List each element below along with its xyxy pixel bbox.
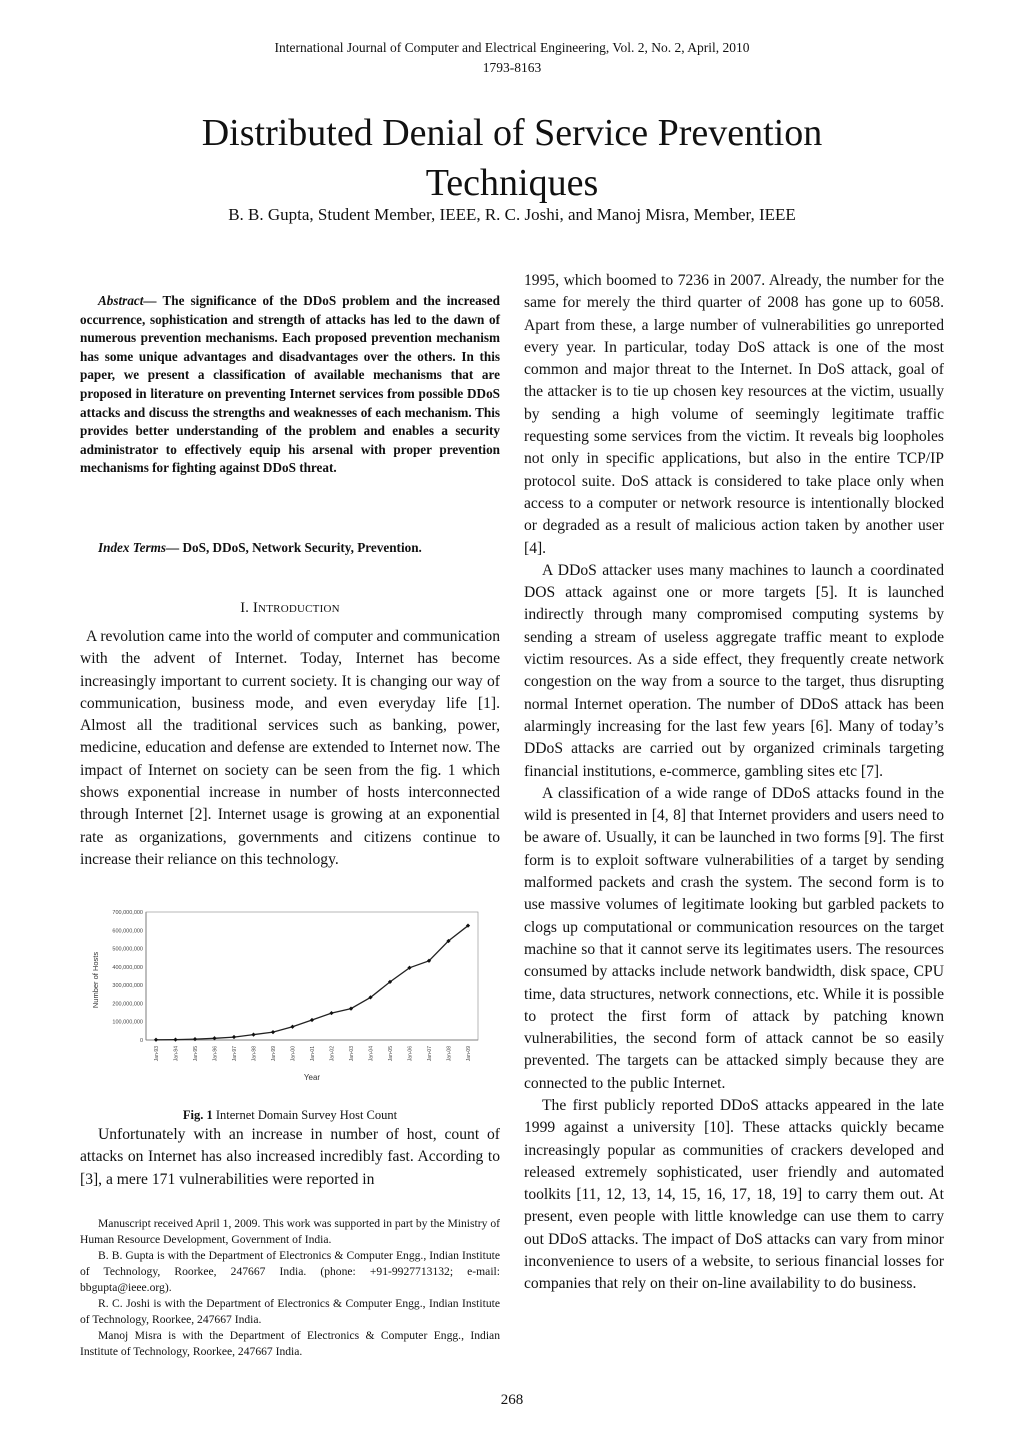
x-tick-label: Jan-05 xyxy=(388,1046,394,1062)
figure-caption-text: Internet Domain Survey Host Count xyxy=(212,1108,398,1122)
abstract-text: The significance of the DDoS problem and the increased occurrence, sophistication and strength of attacks has led to the dawn of numerous prevention mechanisms. Each proposed prevention mechanism has some unique advantages and disadvantages over the others. In this paper, we present a classification of available mechanisms that are proposed in literature on preventing Internet services from possible DDoS attacks and discuss the strengths and weaknesses of each mechanism. This provides better understanding of the problem and enables a security administrator to effectively equip his arsenal with proper prevention mechanisms for fighting against DDoS threat. xyxy=(80,293,500,476)
y-tick-label: 700,000,000 xyxy=(112,910,143,916)
page-number: 268 xyxy=(500,1392,524,1408)
footnote-author-misra: Manoj Misra is with the Department of Electronics & Computer Engg., Indian Institute of Technology, Roorkee, 247667 India. xyxy=(80,1329,500,1358)
x-tick-label: Jan-00 xyxy=(290,1046,297,1062)
footnote-manuscript: Manuscript received April 1, 2009. This work was supported in part by the Ministry of Human Resource Development, Government of India. xyxy=(80,1217,500,1246)
right-paragraph-3: A classification of a wide range of DDoS attacks found in the wild is presented in [4, 8] that Internet providers and users need to be aware of. Usually, it can be launched in two forms [9]. The first form is to exploit software vulnerabilities of a target by sending malformed packets and crash the system. The second form is to use massive volumes of legitimate looking but garbled packets to clogs up computational or communication resources on the target machine so that it cannot serve its legitimates users. The resources consumed by attacks include network bandwidth, disk space, CPU time, data structures, network connections, etc. While it is possible to protect the first form of attack by patching known vulnerabilities, the second form of attack cannot be so easily prevented. The targets can be attacked simply because they are connected to the public Internet. xyxy=(524,784,944,1092)
paper-title-line-1: Distributed Denial of Service Prevention xyxy=(201,112,823,154)
x-tick-label: Jan-06 xyxy=(407,1046,414,1062)
footnote-author-gupta: B. B. Gupta is with the Department of Electronics & Computer Engg., Indian Institute of Technology, Roorkee, 247667 India. (phone: +91-9927713132; e-mail: bbgupta@ieee.org). xyxy=(80,1249,500,1294)
y-tick-label: 500,000,000 xyxy=(112,946,143,953)
y-axis-title: Number of Hosts xyxy=(91,951,100,1009)
x-tick-label: Jan-93 xyxy=(154,1046,160,1062)
data-point xyxy=(329,1011,333,1015)
x-tick-label: Jan-94 xyxy=(173,1046,180,1062)
paper-title-line-2: Techniques xyxy=(425,162,599,204)
y-tick-label: 100,000,000 xyxy=(112,1019,143,1026)
data-point xyxy=(271,1030,275,1034)
host-count-chart xyxy=(86,902,486,1092)
section-heading-introduction xyxy=(80,600,500,617)
x-tick-label: Jan-03 xyxy=(349,1046,355,1062)
data-point xyxy=(154,1038,158,1042)
intro-paragraph-1 xyxy=(80,626,500,871)
right-paragraph-4: The first publicly reported DDoS attacks appeared in the late 1999 against a university [10]. These attacks quickly became increasingly popular as communities of crackers developed and released extremely sophisticated, user friendly and automated toolkits [11, 12, 13, 14, 15, 16, 17, 18, 19] to carry them out. At present, even people with little knowledge can use them to carry out DDoS attacks. The impact of DoS attacks can vary from minor inconvenience to users of a website, to serious financial losses for companies that rely on their on-line availability to do business. xyxy=(524,1096,944,1293)
x-tick-label: Jan-01 xyxy=(310,1046,316,1062)
right-column-text xyxy=(524,270,944,1296)
index-terms-label: Index Terms— xyxy=(98,540,180,555)
paper-title xyxy=(60,108,964,208)
x-axis-tick-labels xyxy=(154,1046,472,1062)
x-axis-title: Year xyxy=(303,1073,321,1082)
data-point xyxy=(173,1037,177,1041)
index-terms xyxy=(80,540,500,556)
data-point xyxy=(290,1025,294,1029)
data-point xyxy=(232,1035,236,1039)
x-tick-label: Jan-97 xyxy=(232,1046,238,1062)
journal-issn: 1793-8163 xyxy=(482,60,542,75)
x-tick-label: Jan-96 xyxy=(212,1046,219,1062)
intro-paragraph-2-text: Unfortunately with an increase in number of host, count of attacks on Internet has also increased incredibly fast. According to [3], a mere 171 vulnerabilities were reported in xyxy=(80,1126,500,1188)
x-tick-label: Jan-07 xyxy=(427,1046,433,1062)
data-point xyxy=(251,1032,255,1036)
index-terms-text: DoS, DDoS, Network Security, Prevention. xyxy=(179,540,422,555)
x-tick-label: Jan-99 xyxy=(271,1046,277,1062)
abstract xyxy=(80,292,500,478)
x-tick-label: Jan-09 xyxy=(466,1046,472,1062)
footnote-author-joshi: R. C. Joshi is with the Department of Electronics & Computer Engg., Indian Institute of Technology, Roorkee, 247667 India. xyxy=(80,1297,500,1326)
journal-header xyxy=(0,38,1024,78)
y-tick-label: 400,000,000 xyxy=(112,964,143,971)
figure-caption xyxy=(80,1108,500,1123)
data-point xyxy=(310,1018,314,1022)
x-tick-label: Jan-08 xyxy=(446,1046,453,1062)
x-tick-label: Jan-98 xyxy=(251,1046,258,1062)
section-title: Introduction xyxy=(252,600,340,616)
footnote-block xyxy=(80,1216,500,1360)
abstract-label: Abstract— xyxy=(98,293,157,308)
right-paragraph-1: 1995, which boomed to 7236 in 2007. Already, the number for the same for merely the third quarter of 2008 has gone up to 6058. Apart from these, a large number of vulnerabilities go unreported every year. In particular, today DoS attack is one of the most common and major threat to the Internet. In DoS attack, goal of the attacker is to tie up chosen key resources at the victim, usually by sending a high volume of seemingly legitimate traffic requesting some services from the victim. It reveals big loopholes not only in specific applications, but also in the entire TCP/IP protocol suite. DoS attack is considered to take place only when access to a computer or network resource is intentionally blocked or degraded as a result of malicious action taken by another user [4]. xyxy=(524,272,944,557)
x-tick-label: Jan-95 xyxy=(193,1046,199,1062)
right-paragraph-2: A DDoS attacker uses many machines to launch a coordinated DOS attack against one or more targets [5]. It is launched indirectly through many compromised computing systems by sending a stream of useless aggregate traffic meant to explode victim resources. As a side effect, they frequently create network congestion on the way from a source to the target, thus disrupting normal Internet operation. The number of DDoS attack has been alarmingly increasing for the last few years [6]. Many of today’s DDoS attacks are carried out by organized criminals targeting financial institutions, e-commerce, gambling sites etc [7]. xyxy=(524,561,944,780)
intro-paragraph-2 xyxy=(80,1124,500,1191)
host-count-points xyxy=(154,924,470,1042)
x-tick-label: Jan-04 xyxy=(368,1046,375,1062)
y-tick-label: 300,000,000 xyxy=(112,983,143,990)
y-tick-label: 0 xyxy=(139,1038,143,1044)
y-axis-tick-labels xyxy=(112,910,143,1044)
y-tick-label: 200,000,000 xyxy=(112,1001,143,1008)
section-number: I. xyxy=(240,600,253,616)
author-list: B. B. Gupta, Student Member, IEEE, R. C. Joshi, and Manoj Misra, Member, IEEE xyxy=(228,205,796,224)
y-tick-label: 600,000,000 xyxy=(112,928,143,935)
host-count-line xyxy=(156,926,468,1040)
data-point xyxy=(193,1037,197,1041)
intro-paragraph-1-text: A revolution came into the world of computer and communication with the advent of Internet. Today, Internet has become increasingly important to current society. It is changing our way of communication, business mode, and even everyday life [1]. Almost all the traditional services such as banking, power, medicine, education and defense are extended to Internet now. The impact of Internet on society can be seen from the fig. 1 which shows exponential increase in number of hosts interconnected through Internet [2]. Internet usage is growing at an exponential rate as organizations, governments and citizens continue to increase their reliance on this technology. xyxy=(80,628,500,868)
journal-name: International Journal of Computer and Electrical Engineering, Vol. 2, No. 2, April, 2010 xyxy=(274,40,750,55)
figure-label: Fig. 1 xyxy=(182,1108,213,1122)
x-tick-label: Jan-02 xyxy=(329,1046,336,1062)
